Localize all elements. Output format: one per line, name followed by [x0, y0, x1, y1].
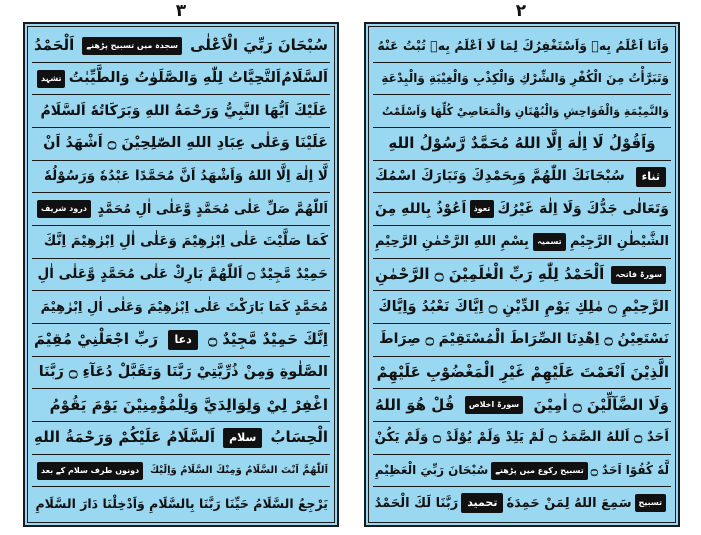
arabic-text: الصَّلٰوةِ وَمِنْ ذُرِّيَّتِيْ رَبَّنَا وَتَقَبَّلْ دُعَآءِ ۝ رَبَّنَا: [38, 364, 328, 381]
text-line: [32, 30, 330, 63]
text-line: [373, 487, 671, 519]
section-label: ثناء: [636, 167, 666, 187]
arabic-text: اَحَدٌ ۝ اَللهُ الصَّمَدُ ۝ لَمْ يَلِدْ وَلَمْ يُوْلَدْ ۝ وَلَمْ يَكُنْ: [374, 429, 669, 446]
arabic-text: اَلسَّلَامُ: [281, 70, 328, 87]
section-label: تعوذ: [470, 200, 495, 218]
arabic-text: اَلْحَمْدُ لِلّٰهِ رَبِّ الْعٰلَمِيْنَ ۝ الرَّحْمٰنِ: [375, 265, 605, 284]
text-line: [32, 128, 330, 161]
arabic-text: رَبَّنَا لَكَ الْحَمْدُ: [374, 495, 459, 511]
arabic-text: سُبْحَانَ رَبِّيَ الْعَظِيْمِ: [374, 463, 489, 478]
section-label: سورۃ فاتحہ: [611, 266, 666, 284]
arabic-text: مُحَمَّدٍ كَمَا بَارَكْتَ عَلٰى اِبْرٰهِيْمَ وَعَلٰى اٰلِ اِبْرٰهِيْمَ: [40, 299, 328, 315]
arabic-text: سُبْحَانَ رَبِّيَ الْاَعْلٰى: [190, 36, 328, 55]
arabic-text: اَللّٰهُمَّ اَنْتَ السَّلَامُ وَمِنْكَ السَّلَامُ وَاِلَيْكَ: [149, 465, 328, 477]
arabic-text: وَتَعَالٰى جَدُّكَ وَلَا اِلٰهَ غَيْرُكَ: [497, 200, 669, 217]
text-line: [32, 193, 330, 226]
text-line: [373, 161, 671, 194]
section-label: تسبیح: [635, 494, 666, 512]
arabic-text: وَاَنَا اَعْلَمُ بِهٖ وَاَسْتَغْفِرُكَ لِمَا لَا اَعْلَمُ بِهٖ تُبْتُ عَنْهُ: [377, 38, 669, 54]
text-line: [32, 422, 330, 455]
text-line: [32, 389, 330, 422]
section-label: درود شریف: [37, 200, 91, 218]
left-page-panel: [23, 22, 339, 527]
text-line: [373, 291, 671, 324]
text-line: [373, 63, 671, 96]
text-line: [32, 291, 330, 324]
text-line: [32, 161, 330, 194]
arabic-text: الَّذِيْنَ اَنْعَمْتَ عَلَيْهِمْ غَيْرِ الْمَغْضُوْبِ عَلَيْهِمْ: [376, 363, 669, 382]
arabic-text: الشَّيْطٰنِ الرَّجِيْمِ: [569, 234, 669, 250]
arabic-text: اَلْحَمْدُ: [34, 36, 75, 55]
text-line: [373, 389, 671, 422]
arabic-text: لَّا اِلٰهَ اِلَّا اللهُ وَاَشْهَدُ اَنَّ مُحَمَّدًا عَبْدُهٗ وَرَسُوْلُهٗ: [44, 168, 328, 185]
arabic-text: قُلْ هُوَ اللهُ: [375, 395, 455, 414]
section-label: دونوں طرف سلام کے بعد: [37, 462, 143, 480]
section-label: سورۃ اخلاص: [465, 396, 523, 414]
text-line: [373, 95, 671, 128]
right-page-panel: [364, 22, 680, 527]
section-label: تسبیح رکوع میں پڑھنے: [491, 462, 587, 480]
arabic-text: سَمِعَ اللهُ لِمَنْ حَمِدَهٗ: [506, 495, 632, 511]
text-line: [32, 226, 330, 259]
text-line: [373, 30, 671, 63]
arabic-text: الْحِسَابُ: [270, 428, 328, 447]
section-label: سلام: [223, 428, 262, 448]
arabic-text: رَبِّ اجْعَلْنِيْ مُقِيْمَ: [34, 330, 158, 349]
arabic-text: بِسْمِ اللهِ الرَّحْمٰنِ الرَّحِيْمِ: [375, 234, 529, 250]
page-number-left: ٣: [175, 1, 187, 21]
arabic-text: اَعُوْذُ بِاللهِ مِنَ: [375, 200, 467, 217]
arabic-text: عَلَيْكَ اَيُّهَا النَّبِيُّ وَرَحْمَةُ اللهِ وَبَرَكَاتُهٗ اَلسَّلَامُ: [40, 102, 328, 119]
arabic-text: الرَّحِيْمِ ۝ مٰلِكِ يَوْمِ الدِّيْنِ ۝ اِيَّاكَ نَعْبُدُ وَاِيَّاكَ: [378, 298, 669, 315]
arabic-text: لَّهٗ كُفُوًا اَحَدٌ ۝: [590, 463, 669, 478]
text-line: [32, 63, 330, 96]
text-line: [373, 128, 671, 161]
arabic-text: اَللّٰهُمَّ صَلِّ عَلٰى مُحَمَّدٍ وَّعَلٰى اٰلِ مُحَمَّدٍ: [97, 201, 328, 217]
section-label: تحمید: [461, 493, 503, 513]
text-line: [32, 455, 330, 488]
text-line: [373, 226, 671, 259]
arabic-text: عَلَيْنَا وَعَلٰى عِبَادِ اللهِ الصّٰلِحِيْنَ ۝ اَشْهَدُ اَنْ: [43, 135, 328, 152]
arabic-text: يَرْجِعُ السَّلَامُ حَيِّنَا رَبَّنَا بِالسَّلَامِ وَاَدْخِلْنَا دَارَ السَّلَامِ: [35, 495, 328, 511]
arabic-text: وَلَا الضَّآلِّيْنَ ۝ اٰمِيْنَ: [533, 395, 669, 414]
arabic-text: وَاَقُوْلُ لَا اِلٰهَ اِلَّا اللهُ مُحَمَّدٌ رَّسُوْلُ اللهِ: [388, 134, 656, 153]
arabic-text: حَمِيْدٌ مَّجِيْدٌ ۝ اَللّٰهُمَّ بَارِكْ عَلٰى مُحَمَّدٍ وَّعَلٰى اٰلِ: [37, 266, 328, 283]
arabic-text: اغْفِرْ لِيْ وَلِوَالِدَيَّ وَلِلْمُؤْمِنِيْنَ يَوْمَ يَقُوْمُ: [49, 395, 328, 414]
text-line: [32, 324, 330, 357]
arabic-text: سُبْحَانَكَ اللّٰهُمَّ وَبِحَمْدِكَ وَتَبَارَكَ اسْمُكَ: [375, 168, 625, 185]
arabic-text: اَلسَّلَامُ عَلَيْكُمْ وَرَحْمَةُ اللهِ: [34, 428, 215, 447]
text-line: [32, 95, 330, 128]
text-line: [32, 259, 330, 292]
arabic-text: اِنَّكَ حَمِيْدٌ مَّجِيْدٌ ۝: [208, 330, 328, 349]
text-line: [373, 324, 671, 357]
arabic-text: نَسْتَعِيْنُ ۝ اِهْدِنَا الصِّرَاطَ الْمُسْتَقِيْمَ ۝ صِرَاطَ: [379, 331, 669, 348]
section-label: تسمیہ: [533, 233, 565, 251]
text-line: [373, 357, 671, 390]
page-number-right: ٢: [515, 1, 527, 21]
text-line: [373, 259, 671, 292]
arabic-text: اَلتَّحِيَّاتُ لِلّٰهِ وَالصَّلَوٰتُ وَالطَّيِّبٰتُ: [68, 70, 281, 87]
text-line: [373, 193, 671, 226]
text-line: [373, 455, 671, 488]
arabic-text: وَتَبَرَّأْتُ مِنَ الْكُفْرِ وَالشِّرْكِ وَالْكِذْبِ وَالْغِيْبَةِ وَالْبِدْعَةِ: [381, 71, 669, 86]
text-line: [32, 357, 330, 390]
text-line: [373, 422, 671, 455]
text-line: [32, 487, 330, 519]
section-label: دعا: [168, 330, 197, 350]
section-label: تشہد: [37, 70, 65, 88]
arabic-text: كَمَا صَلَّيْتَ عَلٰى اِبْرٰهِيْمَ وَعَلٰى اٰلِ اِبْرٰهِيْمَ اِنَّكَ: [43, 233, 328, 250]
section-label: سجدہ میں تسبیح پڑھنے: [82, 37, 182, 55]
arabic-text: وَالنَّمِيْمَةِ وَالْفَوَاحِشِ وَالْبُهْتَانِ وَالْمَعَاصِيْ كُلِّهَا وَاَسْلَمْتُ: [381, 104, 669, 118]
